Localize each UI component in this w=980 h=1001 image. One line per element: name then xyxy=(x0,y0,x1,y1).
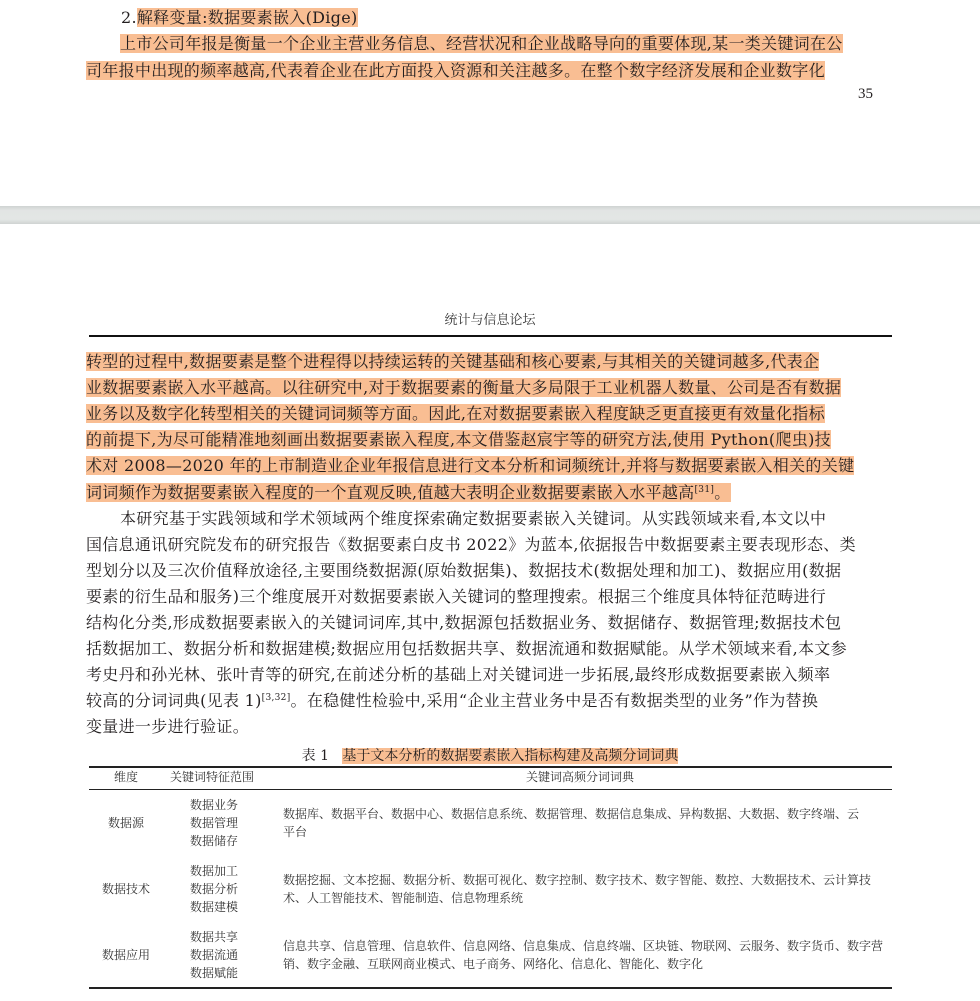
highlighted-text: 司年报中出现的频率越高,代表着企业在此方面投入资源和关注越多。在整个数字经济发展和企业数字化 xyxy=(86,61,825,80)
highlighted-text: 业务以及数字化转型相关的关键词词频等方面。因此,在对数据要素嵌入程度缺乏更直接更有效量化指标 xyxy=(86,404,825,423)
dictionary-line: 数据挖掘、文本挖掘、数据分析、数据可视化、数字控制、数字技术、数字智能、数控、大数据技术、云计算技 xyxy=(283,873,872,887)
dictionary-line: 数据库、数据平台、数据中心、数据信息系统、数据管理、数据信息集成、异构数据、大数据、数字终端、云 xyxy=(283,807,860,821)
dictionary-line: 平台 xyxy=(283,825,308,839)
header-rule xyxy=(89,335,892,337)
scope-item: 数据共享 xyxy=(190,930,239,944)
paragraph-line: 括数据加工、数据分析和数据建模;数据应用包括数据共享、数据流通和数据赋能。从学术领域来看,本文参 xyxy=(86,639,847,658)
scope-item: 数据流通 xyxy=(190,948,239,962)
scope-item: 数据加工 xyxy=(190,864,239,878)
dimension-cell: 数据技术 xyxy=(101,882,150,896)
scope-item: 数据管理 xyxy=(190,816,239,830)
paragraph-line xyxy=(86,350,892,374)
paragraph-line xyxy=(86,481,892,505)
section-heading xyxy=(121,6,927,30)
paragraph-line xyxy=(86,402,892,426)
dimension-cell: 数据源 xyxy=(107,816,144,830)
scope-item: 数据分析 xyxy=(190,882,239,896)
paragraph-line: 要素的衍生品和服务)三个维度展开对数据要素嵌入关键词的整理搜索。根据三个维度具体特征范畴进行 xyxy=(86,587,827,606)
scope-item: 数据赋能 xyxy=(190,966,239,980)
scope-item: 数据业务 xyxy=(190,798,239,812)
page-number: 35 xyxy=(858,86,873,102)
scope-item: 数据储存 xyxy=(190,834,239,848)
running-header: 统计与信息论坛 xyxy=(444,313,536,328)
highlighted-text: 转型的过程中,数据要素是整个进程得以持续运转的关键基础和核心要素,与其相关的关键词越多,代表企 xyxy=(86,352,820,371)
table-header-cell: 维度 xyxy=(113,770,138,784)
paragraph-line xyxy=(86,59,892,83)
text: 词词频作为数据要素嵌入程度的一个直观反映,值越大表明企业数据要素嵌入水平越高 xyxy=(86,483,695,502)
table-label: 表 1 xyxy=(301,748,329,764)
page-separator xyxy=(0,206,980,224)
text: 较高的分词词典(见表 1) xyxy=(86,691,262,710)
table-caption xyxy=(0,746,980,766)
paragraph-line: 型划分以及三次价值释放途径,主要围绕数据源(原始数据集)、数据技术(数据处理和加工)、数据应用(数据 xyxy=(86,561,842,580)
paragraph-line xyxy=(86,689,892,713)
paragraph-line xyxy=(86,376,892,400)
highlighted-text: 术对 2008—2020 年的上市制造业企业年报信息进行文本分析和词频统计,并将与数据要素嵌入相关的关键 xyxy=(86,456,855,475)
current-page xyxy=(0,224,980,1001)
highlighted-text: 上市公司年报是衡量一个企业主营业务信息、经营状况和企业战略导向的重要体现,某一类关键词在公 xyxy=(120,34,843,53)
text: 。在稳健性检验中,采用“企业主营业务中是否有数据类型的业务”作为替换 xyxy=(290,691,819,710)
table-header-cell: 关键词特征范围 xyxy=(170,770,255,784)
table-title: 基于文本分析的数据要素嵌入指标构建及高频分词词典 xyxy=(342,748,679,764)
paragraph-line xyxy=(120,32,926,56)
previous-page xyxy=(0,0,980,206)
table-bottom-rule xyxy=(89,987,892,989)
dictionary-line: 信息共享、信息管理、信息软件、信息网络、信息集成、信息终端、区块链、物联网、云服务、数字货币、数字营 xyxy=(283,939,884,953)
paragraph-line xyxy=(86,454,892,478)
citation: [31] xyxy=(694,485,715,495)
text: 。 xyxy=(714,483,731,502)
paragraph-line: 变量进一步进行验证。 xyxy=(86,717,250,736)
paragraph-line: 考史丹和孙光林、张叶青等的研究,在前述分析的基础上对关键词进一步拓展,最终形成数据要素嵌入频率 xyxy=(86,665,831,684)
citation: [3,32] xyxy=(261,693,291,703)
dimension-cell: 数据应用 xyxy=(101,948,150,962)
table-header-rule xyxy=(89,789,892,790)
paragraph-line: 本研究基于实践领域和学术领域两个维度探索确定数据要素嵌入关键词。从实践领域来看,本文以中 xyxy=(120,509,827,528)
table-header-cell: 关键词高频分词词典 xyxy=(525,770,634,784)
highlighted-text xyxy=(86,483,731,502)
paragraph-line: 国信息通讯研究院发布的研究报告《数据要素白皮书 2022》为蓝本,依据报告中数据要素主要表现形态、类 xyxy=(86,535,856,554)
paragraph-line: 结构化分类,形成数据要素嵌入的关键词词库,其中,数据源包括数据业务、数据储存、数据管理;数据技术包 xyxy=(86,613,842,632)
paragraph-line xyxy=(86,428,892,452)
highlighted-text: 业数据要素嵌入水平越高。以往研究中,对于数据要素的衡量大多局限于工业机器人数量、公司是否有数据 xyxy=(86,378,842,397)
section-number: 2. xyxy=(121,8,137,27)
dictionary-line: 销、数字金融、互联网商业模式、电子商务、网络化、信息化、智能化、数字化 xyxy=(283,957,704,971)
highlighted-text: 的前提下,为尽可能精准地刻画出数据要素嵌入程度,本文借鉴赵宸宇等的研究方法,使用 Python(爬虫)技 xyxy=(86,430,831,449)
scope-item: 数据建模 xyxy=(190,900,239,914)
section-heading-text: 解释变量:数据要素嵌入(Dige) xyxy=(136,8,358,27)
dictionary-line: 术、人工智能技术、智能制造、信息物理系统 xyxy=(283,891,524,905)
